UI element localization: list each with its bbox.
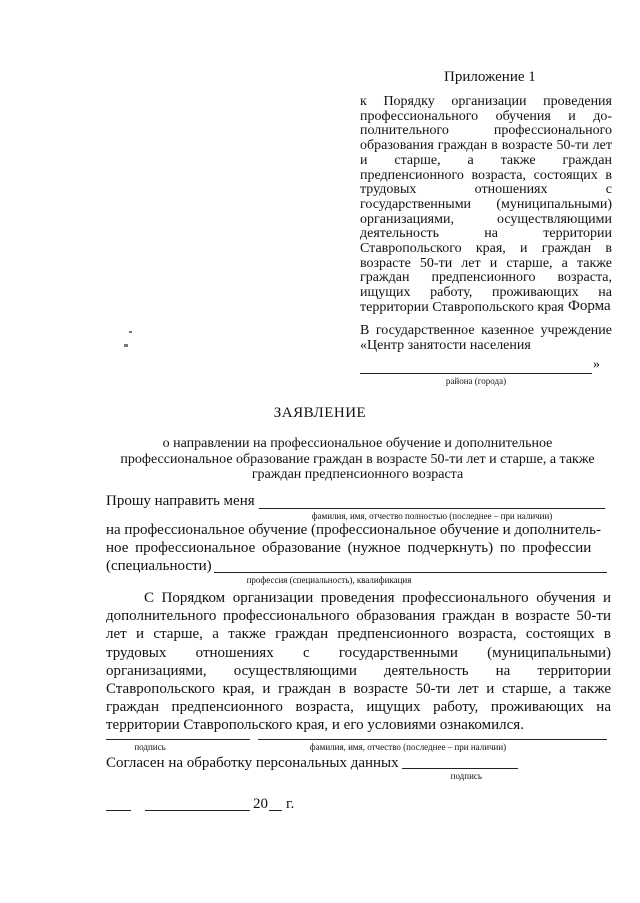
scan-speck xyxy=(124,344,128,347)
signer-name-caption: фамилия, имя, отчество (последнее – при наличии) xyxy=(309,742,507,752)
request-line-4: (специальности) xyxy=(106,558,212,574)
request-line-2: на профессиональное обучение (профессиональное обучение и дополнитель- xyxy=(106,522,601,538)
appendix-title: Приложение 1 xyxy=(444,69,536,85)
district-caption: района (города) xyxy=(445,376,507,386)
date-century: 20 xyxy=(253,796,268,812)
district-line[interactable] xyxy=(360,373,592,374)
consent-signature-line[interactable] xyxy=(402,768,518,769)
appendix-text: к Порядку организации проведения профессионального обучения и дополнительного профессионального образования граждан в возрасте 50-ти лет и старше, а также граждан предпенсионного возраста, состоящих в трудовых отношениях с государственными (муниципальными) организациями, осуществляющими деятельность на территории Ставропольского края, и граждан в возрасте 50-ти лет и старше, а также граждан предпенсионного возраста, ищущих работу, проживающих на территории Ставропольского края xyxy=(360,94,612,315)
document-title: ЗАЯВЛЕНИЕ xyxy=(273,405,367,421)
closing-quote: » xyxy=(593,357,600,372)
full-name-caption: фамилия, имя, отчество полностью (последнее – при наличии) xyxy=(311,511,553,521)
request-line-3: ное профессиональное образование (нужное подчеркнуть) по профессии xyxy=(106,540,592,556)
full-name-line[interactable] xyxy=(259,508,605,509)
addressee-text: В государственное казенное учреждение «Центр занятости населения xyxy=(360,323,612,353)
consent-caption: подпись xyxy=(450,771,482,781)
signature-line[interactable] xyxy=(106,739,250,740)
date-year-line[interactable] xyxy=(269,810,282,811)
profession-line[interactable] xyxy=(214,572,607,573)
date-year-suffix: г. xyxy=(286,796,295,812)
acknowledgement-paragraph: С Порядком организации проведения профессионального обучения и дополнительного профессионального образования граждан в возрасте 50-ти лет и старше, а также граждан предпенсионного возраста, состоящих в трудовых отношениях с государственными (муниципальными) организациями, осуществляющими деятельность на территории Ставропольского края, и граждан в возрасте 50-ти лет и старше, а также граждан предпенсионного возраста, ищущих работу, проживающих на территории Ставропольского края, и его условиями ознакомился. xyxy=(106,590,611,734)
date-month-line[interactable] xyxy=(145,810,250,811)
request-lead: Прошу направить меня xyxy=(106,493,255,509)
consent-text: Согласен на обработку персональных данных xyxy=(106,755,399,771)
date-day-line[interactable] xyxy=(106,810,131,811)
form-label: Форма xyxy=(568,298,611,314)
profession-caption: профессия (специальность), квалификация xyxy=(246,575,412,585)
signer-name-line[interactable] xyxy=(258,739,607,740)
scan-speck xyxy=(129,331,132,333)
document-subtitle: о направлении на профессиональное обучение и дополнительное профессиональное образование граждан в возрасте 50-ти лет и старше, а также граждан предпенсионного возраста xyxy=(120,436,595,482)
signature-caption: подпись xyxy=(134,742,166,752)
